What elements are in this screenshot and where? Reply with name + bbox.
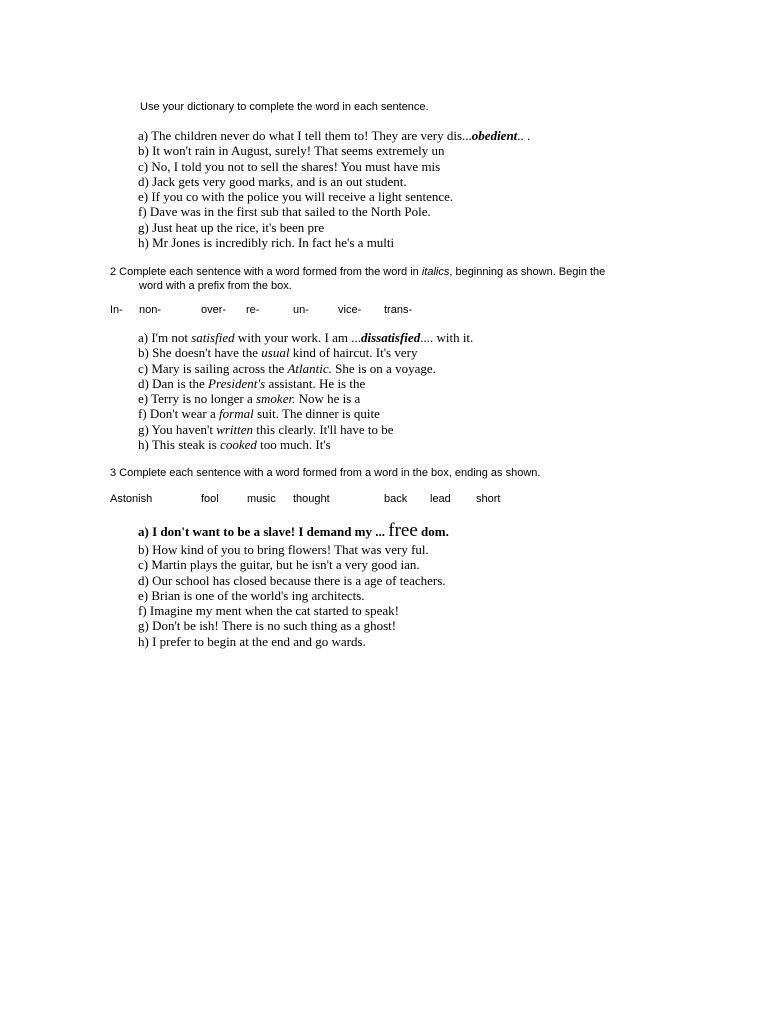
item-text: Now he is a xyxy=(295,391,361,407)
item-text: suit. The dinner is quite xyxy=(253,406,380,422)
item-text: this clearly. It'll have to be xyxy=(253,421,394,437)
prefix-word: un- xyxy=(293,304,309,316)
list-item: e) Brian is one of the world's ing architects. xyxy=(138,587,365,603)
exercise-3-instruction: 3 Complete each sentence with a word formed from a word in the box, ending as shown. xyxy=(110,467,541,479)
item-text: e) Terry is no longer a xyxy=(138,391,256,407)
list-item xyxy=(138,391,473,406)
box-word: music xyxy=(247,493,276,505)
item-text: with your work. I am ... xyxy=(234,330,361,345)
list-item: h) I prefer to begin at the end and go wards. xyxy=(138,633,366,649)
box-word: back xyxy=(384,493,408,505)
instruction-text: , beginning as shown. Begin the xyxy=(449,266,606,278)
item-text: dom. xyxy=(417,524,449,539)
italic-word: cooked xyxy=(220,437,257,453)
item-text: c) Mary is sailing across the xyxy=(138,360,288,376)
list-item: f) Imagine my ment when the cat started to speak! xyxy=(138,603,399,619)
italic-word: President's xyxy=(208,375,266,391)
list-item xyxy=(138,422,473,437)
list-item xyxy=(138,330,473,345)
list-item: d) Our school has closed because there is a age of teachers. xyxy=(138,572,446,588)
list-item: d) Jack gets very good marks, and is an out student. xyxy=(138,173,407,189)
italic-word: smoker. xyxy=(255,391,296,407)
instruction-italic: italics xyxy=(421,266,450,278)
item-text: assistant. He is the xyxy=(265,375,366,391)
list-item: e) If you co with the police you will receive a light sentence. xyxy=(138,189,454,205)
exercise-1-instruction: Use your dictionary to complete the word in each sentence. xyxy=(140,101,429,113)
italic-word: satisfied xyxy=(191,330,235,345)
answer: free xyxy=(388,520,418,541)
answer: dissatisfied xyxy=(360,330,421,345)
list-item xyxy=(138,128,530,143)
prefix-word: trans- xyxy=(384,304,413,316)
list-item xyxy=(138,376,473,391)
item-text: too much. It's xyxy=(256,437,331,453)
list-item: c) Martin plays the guitar, but he isn't a very good ian. xyxy=(138,557,420,573)
box-word: thought xyxy=(293,493,330,505)
item-text: a) I don't want to be a slave! I demand my ... xyxy=(138,524,389,539)
item-text: She is on a voyage. xyxy=(331,360,436,376)
box-word: lead xyxy=(430,493,451,505)
exercise-2-instruction xyxy=(110,266,605,279)
box-word: Astonish xyxy=(110,493,153,505)
prefix-word: over- xyxy=(201,304,227,316)
exercise-2-instruction-line2: word with a prefix from the box. xyxy=(139,280,292,292)
item-text: g) You haven't xyxy=(138,421,217,437)
exercise-3-list xyxy=(138,542,446,649)
exercise-2-list xyxy=(138,330,473,452)
list-item xyxy=(138,345,473,360)
item-text: a) The children never do what I tell them to! They are very dis... xyxy=(138,128,472,143)
italic-word: usual xyxy=(261,345,290,361)
italic-word: written xyxy=(216,421,254,437)
list-item xyxy=(138,406,473,421)
list-item: g) Don't be ish! There is no such thing as a ghost! xyxy=(138,618,397,634)
list-item: c) No, I told you not to sell the shares! You must have mis xyxy=(138,158,441,174)
item-text: .... with it. xyxy=(420,330,474,345)
answer: obedient xyxy=(471,128,518,143)
item-text: .. . xyxy=(517,128,531,143)
item-text: d) Dan is the xyxy=(138,375,209,391)
exercise-1-list xyxy=(138,128,530,250)
list-item: f) Dave was in the first sub that sailed to the North Pole. xyxy=(138,204,431,220)
item-text: b) She doesn't have the xyxy=(138,345,262,361)
instruction-text: 2 Complete each sentence with a word formed from the word in xyxy=(110,266,422,278)
item-text: h) This steak is xyxy=(138,437,221,453)
italic-word: formal xyxy=(219,406,254,422)
prefix-word: re- xyxy=(246,304,260,316)
list-item: g) Just heat up the rice, it's been pre xyxy=(138,219,325,235)
list-item: b) How kind of you to bring flowers! That was very ful. xyxy=(138,542,429,557)
box-word: short xyxy=(476,493,501,505)
item-text: a) I'm not xyxy=(138,330,192,345)
list-item xyxy=(138,437,473,452)
italic-word: Atlantic. xyxy=(287,360,332,376)
prefix-word: vice- xyxy=(338,304,362,316)
list-item: b) It won't rain in August, surely! That seems extremely un xyxy=(138,143,445,159)
item-text: f) Don't wear a xyxy=(138,406,220,422)
exercise-3-example xyxy=(138,521,449,542)
box-word: fool xyxy=(201,493,219,505)
list-item xyxy=(138,361,473,376)
list-item: h) Mr Jones is incredibly rich. In fact he's a multi xyxy=(138,235,395,251)
item-text: kind of haircut. It's very xyxy=(289,345,418,361)
prefix-word: non- xyxy=(139,304,162,316)
prefix-word: In- xyxy=(110,304,123,316)
